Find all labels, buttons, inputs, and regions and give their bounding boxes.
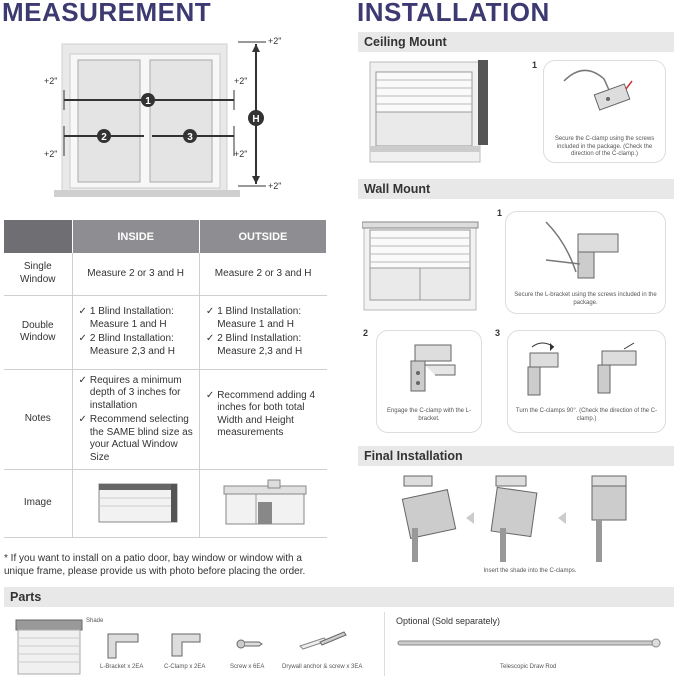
outside-mount-image — [206, 476, 316, 526]
c-clamp-screw-image — [544, 61, 664, 131]
check-icon: ✓ — [78, 414, 87, 425]
single-outside: Measure 2 or 3 and H — [199, 253, 326, 295]
installation-title: INSTALLATION — [357, 0, 550, 27]
marker-h: H — [252, 114, 260, 125]
ceiling-step-1: 1 — [532, 60, 538, 70]
row-label-notes: Notes — [4, 369, 72, 470]
image-outside — [199, 470, 326, 538]
check-icon: ✓ — [78, 333, 87, 344]
row-label-single: Single Window — [4, 253, 72, 295]
optional-label: Optional (Sold separately) — [396, 616, 501, 626]
wall-step-3-panel — [507, 330, 666, 433]
dim-right-top: +2" — [234, 76, 248, 86]
dim-top: +2" — [268, 36, 282, 46]
wall-caption-3: Turn the C-clamps 90°. (Check the direction of the C-clamp.) — [515, 408, 658, 422]
wall-mount-header: Wall Mount — [358, 179, 674, 199]
footnote: * If you want to install on a patio door, bay window or window with a unique frame, please provide us with photo before placing the order. — [4, 553, 306, 577]
wall-step-3: 3 — [495, 328, 501, 338]
row-label-image: Image — [4, 470, 72, 538]
svg-text:2: 2 — [101, 132, 107, 143]
shade-icon — [14, 618, 86, 676]
wall-step-2: 2 — [363, 328, 369, 338]
ceiling-mount-window-image — [368, 60, 493, 165]
ceiling-caption: Secure the C-clamp using the screws included in the package. (Check the direction of the C-clamp.) — [554, 136, 655, 157]
wall-step-2-panel — [376, 330, 482, 433]
turn-c-clamps-image — [508, 331, 666, 403]
part-label-c-clamp: C-Clamp x 2EA — [164, 664, 206, 670]
double-inside: ✓ 1 Blind Installation: Measure 1 and H ✓ 2 Blind Installation: Measure 2,3 and H — [72, 295, 199, 369]
part-label-shade: Shade — [86, 618, 104, 624]
notes-outside: ✓ Recommend adding 4 inches for both total Width and Height measurements — [199, 369, 326, 470]
ceiling-step-1-panel — [543, 60, 666, 163]
check-icon: ✓ — [205, 306, 215, 317]
engage-c-clamp-image — [377, 331, 481, 403]
check-icon: ✓ — [78, 374, 87, 386]
drywall-anchor-icon — [296, 628, 352, 654]
double-outside: ✓ 1 Blind Installation: Measure 1 and H ✓ 2 Blind Installation: Measure 2,3 and H — [199, 295, 326, 369]
rod-label: Telescopic Draw Rod — [500, 664, 557, 670]
final-caption: Insert the shade into the C-clamps. — [483, 568, 577, 574]
svg-text:1: 1 — [145, 96, 151, 107]
part-label-screw: Screw x 6EA — [230, 664, 265, 670]
dim-left-bottom: +2" — [44, 149, 58, 159]
ceiling-mount-header: Ceiling Mount — [358, 32, 674, 52]
check-icon: ✓ — [205, 333, 215, 344]
screw-icon — [236, 636, 264, 652]
measurement-title: MEASUREMENT — [2, 0, 212, 27]
single-inside: Measure 2 or 3 and H — [72, 253, 199, 295]
c-clamp-icon — [168, 630, 206, 660]
notes-inside: ✓ Requires a minimum depth of 3 inches for installation ✓ Recommend selecting the SAME blind size as your Actual Window Size — [72, 369, 199, 470]
measurement-table — [4, 220, 327, 538]
check-icon: ✓ — [78, 306, 87, 317]
image-inside — [72, 470, 199, 538]
header-inside: INSIDE — [72, 220, 199, 253]
dim-left-top: +2" — [44, 76, 58, 86]
telescopic-draw-rod-icon — [396, 636, 664, 650]
inside-mount-image — [79, 476, 189, 526]
dim-bottom: +2" — [268, 181, 282, 191]
wall-caption-2: Engage the C-clamp with the L-bracket. — [386, 408, 472, 422]
parts-section — [0, 608, 679, 680]
svg-text:3: 3 — [187, 132, 193, 143]
wall-mount-window-image — [362, 212, 482, 312]
wall-step-1-panel — [505, 211, 666, 314]
final-installation-header: Final Installation — [358, 446, 674, 466]
window-measurement-diagram — [0, 30, 330, 205]
part-label-l-bracket: L-Bracket x 2EA — [100, 664, 144, 670]
wall-step-1: 1 — [497, 208, 503, 218]
final-installation-image — [384, 472, 674, 564]
parts-divider — [384, 612, 385, 676]
wall-caption-1: Secure the L-bracket using the screws included in the package. — [514, 292, 657, 306]
dim-right-bottom: +2" — [234, 149, 248, 159]
l-bracket-screw-image — [506, 212, 666, 287]
part-label-drywall-anchor: Drywall anchor & screw x 3EA — [282, 664, 363, 670]
header-outside: OUTSIDE — [199, 220, 326, 253]
l-bracket-icon — [104, 630, 144, 660]
row-label-double: Double Window — [4, 295, 72, 369]
parts-header: Parts — [4, 587, 674, 607]
check-icon: ✓ — [205, 389, 215, 401]
